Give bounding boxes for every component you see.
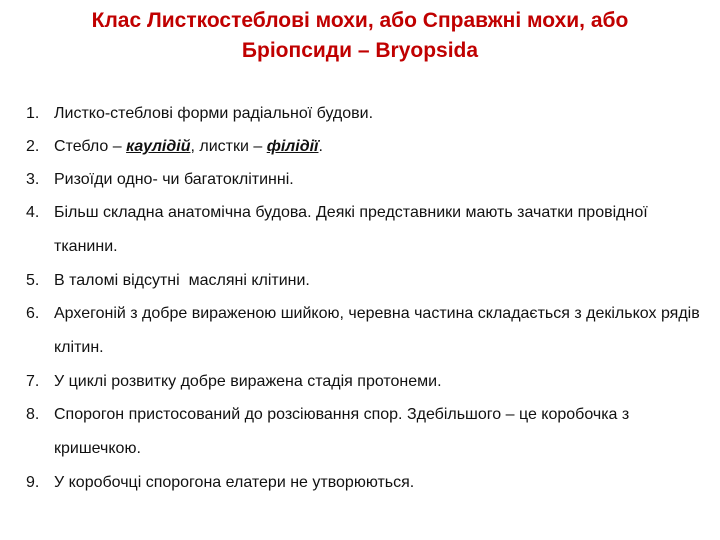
term-caulidium: каулідій	[126, 138, 191, 155]
list-item	[26, 163, 706, 196]
list-item	[26, 398, 706, 466]
item-text: Листко-стеблові форми радіальної будови.	[54, 105, 374, 122]
item-number: 8.	[26, 406, 40, 423]
list-item	[26, 297, 706, 365]
item-text: Спорогон пристосований до розсіювання спор. Здебільшого – це коробочка з кришечкою.	[54, 406, 630, 457]
item-number: 9.	[26, 474, 40, 491]
item-number: 4.	[26, 204, 40, 221]
item-number: 5.	[26, 272, 40, 289]
item-text: У коробочці спорогона елатери не утворюються.	[54, 474, 415, 491]
title-line-1: Клас Листкостеблові мохи, або Справжні мохи, або	[91, 9, 629, 32]
list-item	[26, 264, 706, 297]
item-text: Ризоїди одно- чи багатоклітинні.	[54, 171, 294, 188]
list-item	[26, 365, 706, 398]
list-item	[26, 196, 706, 264]
feature-list	[26, 97, 706, 499]
item-number: 6.	[26, 305, 40, 322]
item-text-mid: , листки –	[190, 138, 267, 155]
item-text-post: .	[318, 138, 323, 155]
list-item	[26, 466, 706, 499]
item-number: 2.	[26, 138, 40, 155]
title-line-2: Бріопсиди – Bryopsida	[241, 39, 479, 62]
list-item	[26, 97, 706, 130]
item-text: Більш складна анатомічна будова. Деякі представники мають зачатки провідної тканини.	[54, 204, 648, 255]
term-phyllidia: філідії	[266, 138, 319, 155]
slide-title	[0, 6, 720, 66]
item-text: В таломі відсутні масляні клітини.	[54, 272, 310, 289]
item-number: 1.	[26, 105, 40, 122]
item-number: 7.	[26, 373, 40, 390]
item-text: Архегоній з добре вираженою шийкою, черевна частина складається з декількох рядів клітин.	[54, 305, 700, 356]
list-item	[26, 130, 706, 163]
item-text-pre: Стебло –	[54, 138, 127, 155]
item-text: У циклі розвитку добре виражена стадія протонеми.	[54, 373, 442, 390]
item-number: 3.	[26, 171, 40, 188]
